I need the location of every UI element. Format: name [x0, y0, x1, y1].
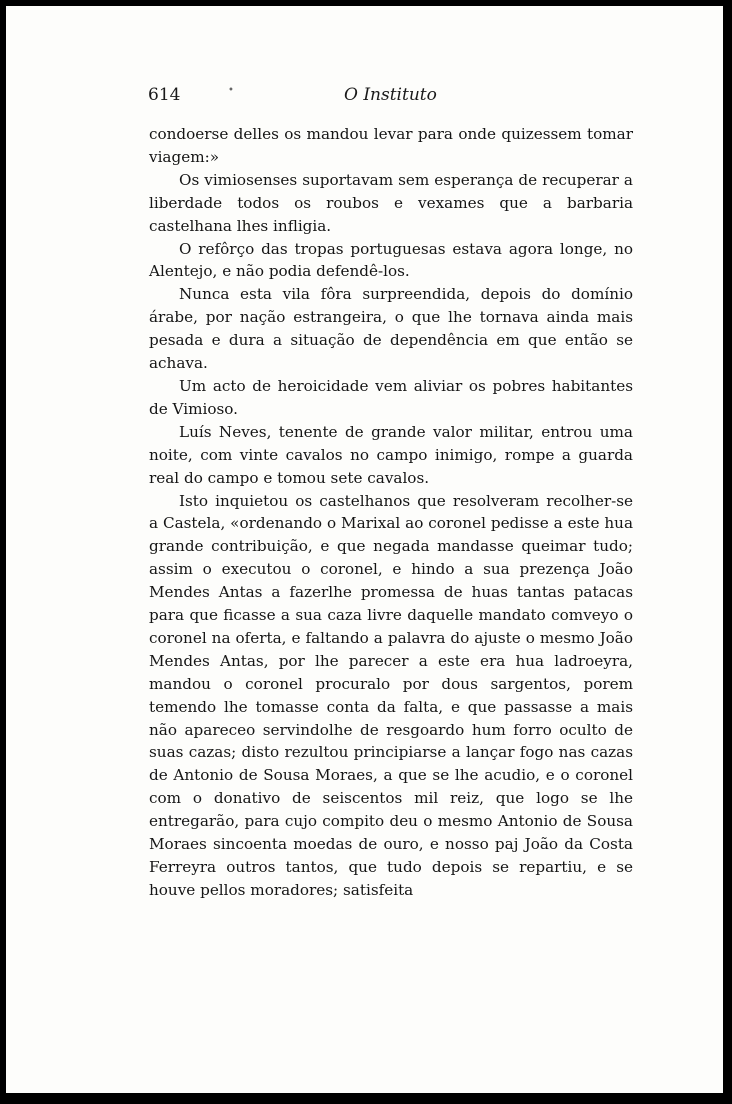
paragraph: Os vimiosenses suportavam sem esperança de recuperar a liberdade todos os roubos e vexames que a barbaria castelhana lhes infligia.	[149, 170, 633, 235]
paragraph: Nunca esta vila fôra surpreendida, depois do domínio árabe, por nação estrangeira, o que lhe tornava ainda mais pesada e dura a situação de dependência em que então se achava.	[149, 285, 633, 373]
paragraph-continuation: condoerse delles os mandou levar para onde quizessem tomar viagem:»	[149, 125, 633, 166]
book-page	[6, 6, 723, 1093]
body-text	[149, 123, 633, 902]
paragraph: Isto inquietou os castelhanos que resolveram recolher-se a Castela, «ordenando o Marixal ao coronel pedisse a este hua grande contribuição, e que negada mandasse queimar tudo; assim o executou o coronel, e hindo a sua prezença João Mendes Antas a fazerlhe promessa de huas tantas patacas para que ficasse a sua caza livre daquelle mandato comveyo o coronel na oferta, e faltando a palavra do ajuste o mesmo João Mendes Antas, por lhe parecer a este era hua ladroeyra, mandou o coronel procuralo por dous sargentos, porem temendo lhe tomasse conta da falta, e que passasse a mais não apareceo servindolhe de resgoardo hum forro oculto de suas cazas; disto rezultou principiarse a lançar fogo nas cazas de Antonio de Sousa Moraes, a que se lhe acudio, e o coronel com o donativo de seiscentos mil reiz, que logo se lhe entregarão, para cujo compito deu o mesmo Antonio de Sousa Moraes sincoenta moedas de ouro, e nosso paj João da Costa Ferreyra outros tantos, que tudo depois se repartiu, e se houve pellos moradores; satisfeita	[149, 491, 633, 899]
page-header	[148, 85, 628, 109]
running-title: O Instituto	[344, 85, 437, 105]
paragraph: Luís Neves, tenente de grande valor militar, entrou uma noite, com vinte cavalos no campo inimigo, rompe a guarda real do campo e tomou sete cavalos.	[149, 422, 633, 487]
header-separator: •	[228, 85, 234, 96]
paragraph: O refôrço das tropas portuguesas estava agora longe, no Alentejo, e não podia defendê-los.	[149, 239, 633, 281]
page-number: 614	[148, 85, 181, 105]
paragraph: Um acto de heroicidade vem aliviar os pobres habitantes de Vimioso.	[149, 376, 633, 418]
